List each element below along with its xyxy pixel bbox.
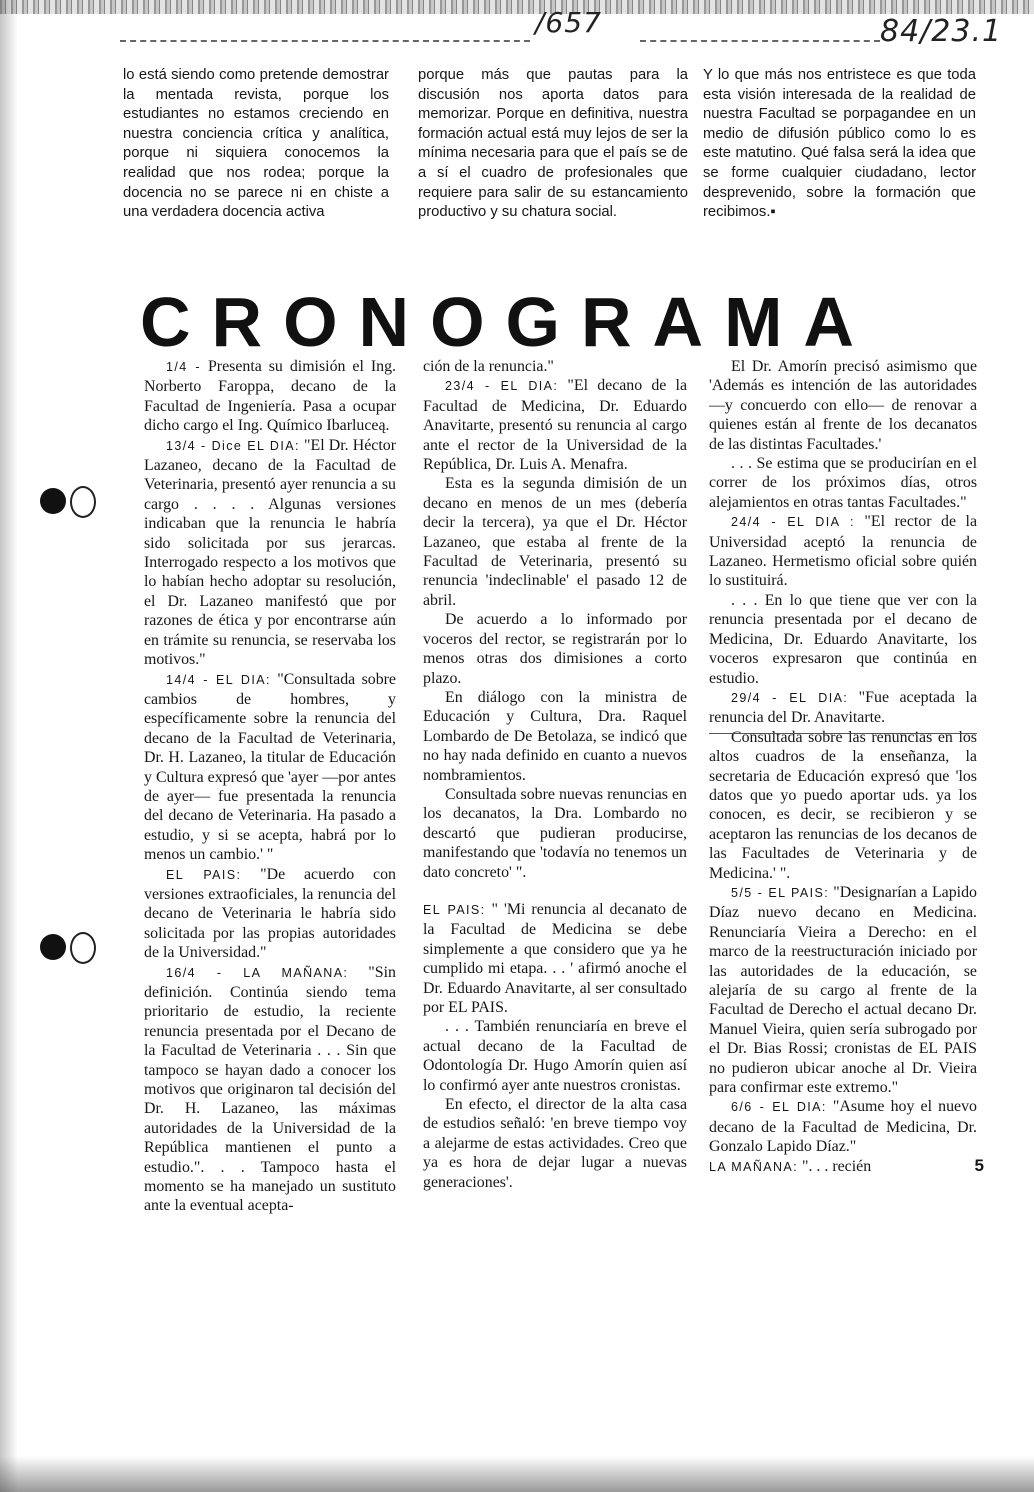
paragraph-text: "El Dr. Héctor Lazaneo, decano de la Facultad de Veterinaria, presentó ayer renuncia a su cargo . . . . Algunas versiones indicaban que la renuncia le habría sido solicitada por sus jerarcas. Interrogado respecto a los motivos que lo habían hecho adoptar su resolución, el Dr. Lazaneo manifestó que por razones de ética y por encontrarse aún en trámite su renuncia, se reservaba los motivos." [144, 436, 396, 669]
article-column-3 [709, 357, 977, 1257]
paragraph [423, 785, 687, 882]
headline-cronograma: CRONOGRAMA [140, 283, 875, 361]
handwritten-annotation-right: 84/23.1 [880, 14, 1003, 49]
paragraph [144, 436, 396, 670]
paragraph-text: "Consultada sobre cambios de hombres, y específicamente sobre la renuncia del decano de la Facultad de Veterinaria, Dr. H. Lazaneo, la titular de Educación y Cultura expresó que 'ayer —por antes de ayer— fue presentada la renuncia del decano de Veterinaria. Ha pasado a estudio, y si se acepta, habrá por lo menos un cambio.' " [144, 670, 396, 864]
top-dashed-rule-left [120, 40, 530, 42]
source-date-tag: 23/4 - EL DIA: [445, 379, 559, 394]
paragraph-text: . . . Se estima que se producirían en el correr de los próximos días, otros alejamientos en otras tantas Facultades." [709, 455, 977, 511]
paragraph [709, 591, 977, 688]
paragraph-text: ". . . recién [798, 1157, 872, 1175]
paragraph-text: "El rector de la Universidad aceptó la renuncia de Lazaneo. Hermetismo oficial sobre quién lo sustituirá. [709, 513, 977, 590]
paragraph-text: Consultada sobre nuevas renuncias en los decanatos, la Dra. Lombardo no descartó que pudieran producirse, manifestando que 'todavía no tenemos un dato concreto' ". [423, 785, 687, 881]
paragraph [423, 1095, 687, 1192]
source-date-tag: LA MAÑANA: [709, 1159, 799, 1174]
scan-edge-left [0, 0, 18, 1492]
scan-edge-top [0, 0, 1034, 14]
source-date-tag: EL PAIS: [166, 867, 242, 882]
paragraph-text: En efecto, el director de la alta casa de estudios señaló: 'en breve tiempo voy a alejarme de estas actividades. Creo que ya es hora de dejar lugar a nuevas generaciones'. [423, 1096, 687, 1191]
source-date-tag: 16/4 - LA MAÑANA: [166, 965, 349, 980]
paragraph [709, 728, 977, 883]
paragraph [709, 688, 977, 728]
paragraph [709, 883, 977, 1097]
binder-hole-icon [40, 488, 66, 514]
column-3-rule [709, 733, 977, 734]
binder-ring-icon [70, 486, 96, 518]
paragraph [423, 357, 687, 376]
paragraph-text: "Sin definición. Continúa siendo tema prioritario de estudio, la reciente renuncia presentada por el Decano de la Facultad de Veterinaria . . . Sin que tampoco se hayan dado a conocer los motivos que originaron tal decisión del Dr. H. Lazaneo, las máximas autoridades de la Universidad de la República mantienen el punto a estudio.". . . Tampoco hasta el momento se ha manejado un sustituto ante la eventual acepta- [144, 963, 396, 1215]
article-column-2 [423, 357, 687, 1287]
scan-edge-bottom [0, 1456, 1034, 1492]
paragraph [709, 512, 977, 591]
paragraph [423, 376, 687, 474]
source-date-tag: 13/4 - Dice EL DIA: [166, 438, 300, 453]
source-date-tag: 1/4 - [166, 360, 201, 374]
paragraph [144, 865, 396, 963]
top-column-2: porque más que pautas para la discusión nos aporta datos para memorizar. Porque en definitiva, nuestra formación actual está muy lejos de ser la mínima necesaria para que el país se de a sí el cuadro de profesionales que requiere para salir de su estancamiento productivo y su chatura social. [418, 67, 688, 221]
binder-ring-icon [70, 932, 96, 964]
handwritten-annotation-left: /657 [535, 6, 602, 39]
source-date-tag: 14/4 - EL DIA: [166, 672, 271, 687]
binder-hole-icon [40, 934, 66, 960]
paragraph-text: En diálogo con la ministra de Educación y Cultura, Dra. Raquel Lombardo de De Betolaza, se indicó que no hay nada definido en cuanto a nuevos nombramientos. [423, 688, 687, 784]
top-column-3: Y lo que más nos entristece es que toda esta visión interesada de la realidad de nuestra Facultad se porpagandee en un medio de difusión público como lo es este matutino. Qué falsa será la idea que se forme cualquier ciudadano, lector desprevenido, sobre la formación que recibimos.▪ [703, 67, 976, 221]
page-number: 5 [974, 1156, 984, 1175]
paragraph-text: Esta es la segunda dimisión de un decano en menos de un mes (debería decir la tercera), ya que el Dr. Héctor Lazaneo, que estaba al frente de la Facultad de Veterinaria, presentó su renuncia 'indeclinable' el pasado 12 de abril. [423, 475, 687, 609]
paragraph-text: Presenta su dimisión el Ing. Norberto Faroppa, decano de la Facultad de Ingeniería. Pasa a ocupar dicho cargo el Ing. Químico Ibarluceą. [144, 358, 396, 435]
paragraph [423, 688, 687, 785]
article-column-1 [144, 357, 396, 1257]
paragraph-text: "Designarían a Lapido Díaz nuevo decano en Medicina. Renunciaría Vieira a Derecho: en el marco de la reestructuración iniciado por las autoridades de la educación, se alejaría de su cargo al frente de la Facultad de Derecho el actual decano Dr. Manuel Vieira, quien sería subrogado por el Dr. Bias Rossi; cronistas de EL PAIS no pudieron ubicar anoche al Dr. Vieira para confirmar este extremo." [709, 883, 977, 1097]
paragraph [423, 474, 687, 610]
paragraph-text: "De acuerdo con versiones extraoficiales, la renuncia del decano de Veterinaria le habría sido solicitada por las propias autoridades de la Universidad." [144, 865, 396, 962]
paragraph-text: "Fue aceptada la renuncia del Dr. Anavitarte. [709, 688, 977, 727]
source-date-tag: 6/6 - EL DIA: [731, 1100, 827, 1115]
source-date-tag: 24/4 - EL DIA : [731, 515, 855, 530]
paragraph [709, 454, 977, 512]
source-date-tag: EL PAIS: [423, 902, 486, 917]
paragraph [709, 357, 977, 454]
paragraph [709, 1097, 977, 1156]
paragraph-text: . . . También renunciaría en breve el actual decano de la Facultad de Odontología Dr. Hugo Amorín quien así lo confirmó ayer ante nuestros cronistas. [423, 1018, 687, 1094]
paragraph-text: "Asume hoy el nuevo decano de la Facultad de Medicina, Dr. Gonzalo Lapido Díaz." [709, 1098, 977, 1156]
paragraph [144, 963, 396, 1216]
paragraph [709, 1157, 977, 1177]
source-date-tag: 29/4 - EL DIA: [731, 690, 849, 705]
top-column-1: lo está siendo como pretende demostrar la mentada revista, porque los estudiantes no estamos creciendo en nuestra conciencia crítica y analítica, porque ni siquiera conocemos la realidad que nos rodea; porque la docencia no se parece ni en chiste a una verdadera docencia activa [123, 67, 389, 221]
paragraph [423, 900, 687, 1017]
paragraph-text: De acuerdo a lo informado por voceros del rector, se registrarán por lo menos otras dos dimisiones a corto plazo. [423, 611, 687, 687]
paragraph-text: ción de la renuncia." [423, 358, 554, 375]
paragraph-text: Consultada sobre las renuncias en los altos cuadros de la enseñanza, la secretaria de Educación expresó que 'los datos que yo puedo aportar uds. ya los conocen, es decir, se recibieron y se aceptaron las renuncias de los decanos de las Facultades de Veterinaria y de Medicina.' ". [709, 728, 977, 882]
paragraph-text: El Dr. Amorín precisó asimismo que 'Además es intención de las autoridades —y concuerdo con ello— de renovar a quienes están al frente de los decanatos de las distintas Facultades.' [709, 358, 977, 453]
paragraph-text: " 'Mi renuncia al decanato de la Facultad de Medicina se debe simplemente a que considero que ya he cumplido mi etapa. . . ' afirmó anoche el Dr. Eduardo Anavitarte, al ser consultado por EL PAIS. [423, 900, 687, 1016]
paragraph-text: . . . En lo que tiene que ver con la renuncia presentada por el decano de Medicina, Dr. Eduardo Anavitarte, los voceros expresaron que continúa en estudio. [709, 591, 977, 687]
top-dashed-rule-right [640, 40, 880, 42]
paragraph-text: "El decano de la Facultad de Medicina, Dr. Eduardo Anavitarte, presentó su renuncia al cargo ante el rector de la Universidad de la República, Dr. Luis A. Menafra. [423, 377, 687, 474]
paragraph [144, 670, 396, 865]
paragraph [423, 610, 687, 688]
source-date-tag: 5/5 - EL PAIS: [731, 885, 830, 900]
paragraph [423, 1017, 687, 1095]
paragraph [144, 357, 396, 436]
